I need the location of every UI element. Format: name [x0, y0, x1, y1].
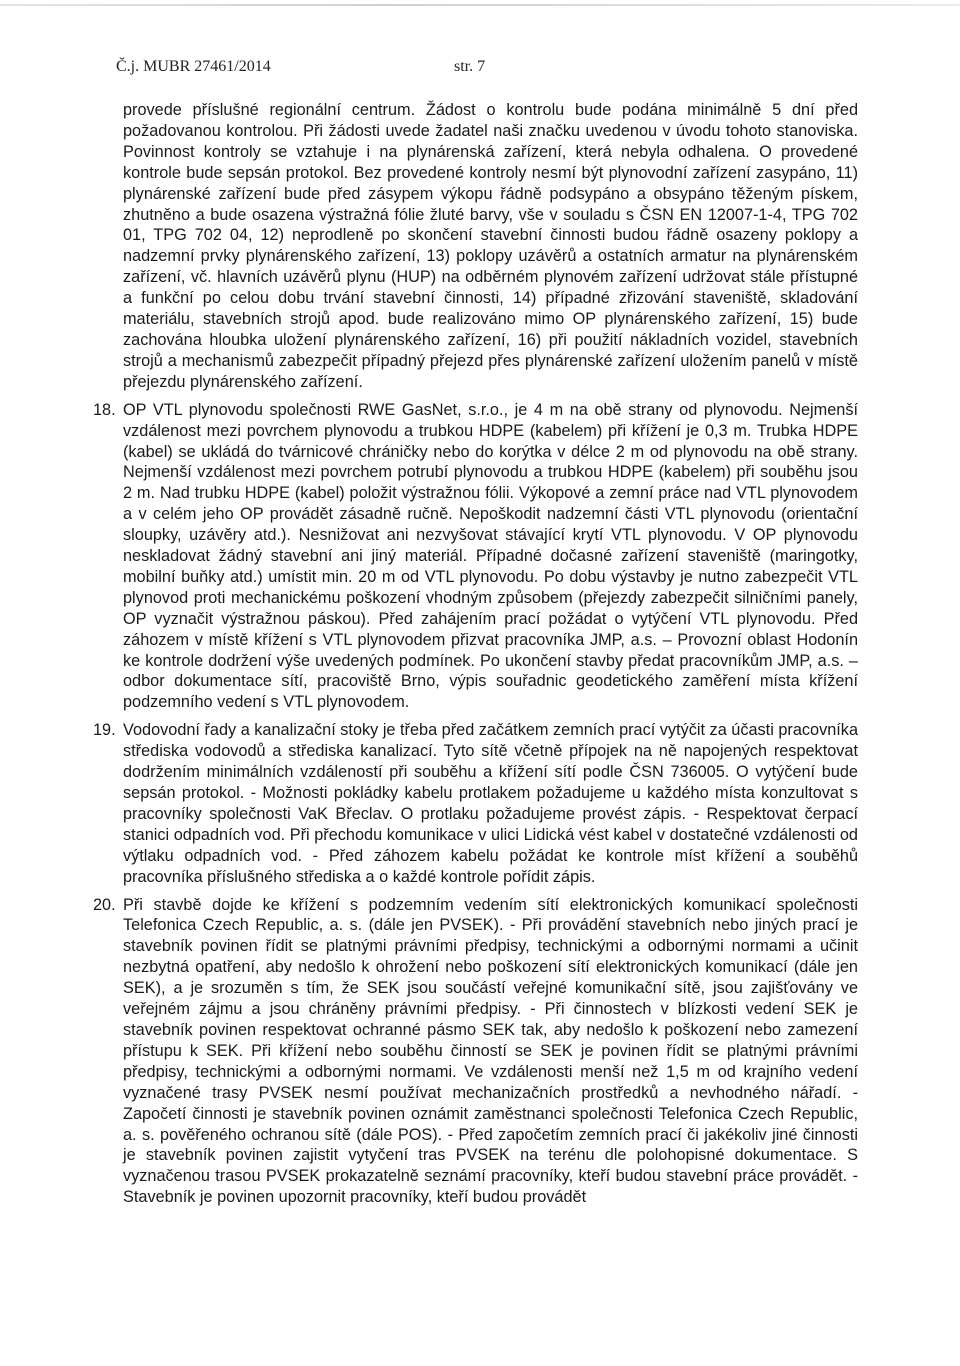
list-item-19 [93, 720, 858, 887]
item-text: OP VTL plynovodu společnosti RWE GasNet, s.r.o., je 4 m na obě strany od plynovodu. Nejmenší vzdálenost mezi povrchem plynovodu a trubkou HDPE (kabelem) při křížení je 0,3 m. Trubka HDPE (kabel) se ukládá do tvárnicové chráničky nebo do korýtka v délce 2 m od plynovodu na obě strany. Nejmenší vzdálenost mezi povrchem potrubí plynovodu a trubkou HDPE (kabelem) při souběhu jsou 2 m. Nad trubku HDPE (kabel) položit výstražnou fólii. Výkopové a zemní práce nad VTL plynovodem a v celém jeho OP provádět zásadně ručně. Nepoškodit nadzemní části VTL plynovodu (orientační sloupky, uzávěry atd.). Nesnižovat ani nezvyšovat stávající krytí VTL plynovodu. V OP plynovodu neskladovat žádný stavební ani jiný materiál. Případné dočasné zařízení staveniště (maringotky, mobilní buňky atd.) umístit min. 20 m od VTL plynovodu. Po dobu výstavby je nutno zabezpečit VTL plynovod proti mechanickému poškození vhodným způsobem (přejezdy zabezpečit silničními panely, OP vyznačit výstražnou páskou). Před zahájením prací požádat o vytýčení VTL plynovodu. Před záhozem v místě křížení s VTL plynovodem přizvat pracovníka JMP, a.s. – Provozní oblast Hodonín ke kontrole dodržení výše uvedených podmínek. Po ukončení stavby předat pracovníkům JMP, a.s. – odbor dokumentace sítí, pracoviště Brno, výpis souřadnic geodetického zaměření místa křížení podzemního vedení s VTL plynovodem. [123, 400, 858, 712]
page-header [116, 58, 516, 80]
page-number: str. 7 [454, 58, 486, 75]
scan-edge-line [0, 4, 960, 6]
item-number: 20. [93, 895, 116, 914]
document-body [93, 100, 858, 1208]
item-number: 19. [93, 721, 116, 740]
item-text: Při stavbě dojde ke křížení s podzemním vedením sítí elektronických komunikací společnosti Telefonica Czech Republic, a. s. (dále jen PVSEK). - Při provádění stavebních nebo jiných prací je stavebník povinen řídit se platnými právními předpisy, technickými a odbornými normami a učinit nezbytná opatření, aby nedošlo k ohrožení nebo poškození sítí elektronických komunikací (dále jen SEK), a je srozuměn s tím, že SEK jsou součástí veřejné komunikační sítě, jsou zajišťovány ve veřejném zájmu a jsou chráněny právními předpisy. - Při činnostech v blízkosti vedení SEK je stavebník povinen respektovat ochranné pásmo SEK tak, aby nedošlo k poškození nebo zamezení přístupu k SEK. Při křížení nebo souběhu činností se SEK je povinen řídit se platnými právními předpisy, technickými a odbornými normami. Ve vzdálenosti menší než 1,5 m od krajního vedení vyznačené trasy PVSEK nesmí používat mechanizačních prostředků a nevhodného nářadí. - Započetí činnosti je stavebník povinen oznámit zaměstnanci společnosti Telefonica Czech Republic, a. s. pověřeného ochranou sítě (dále POS). - Před započetím zemních prací či jakékoliv jiné činnosti je stavebník povinen zajistit vytyčení tras PVSEK na terénu dle polohopisné dokumentace. S vyznačenou trasou PVSEK prokazatelně seznámí pracovníky, kteří budou stavební práce provádět. - Stavebník je povinen upozornit pracovníky, kteří budou provádět [123, 895, 858, 1207]
list-item-18 [93, 400, 858, 714]
document-reference: Č.j. MUBR 27461/2014 [116, 58, 271, 75]
item-text: Vodovodní řady a kanalizační stoky je třeba před začátkem zemních prací vytýčit za účasti pracovníka střediska vodovodů a střediska kanalizací. Tyto sítě včetně přípojek na ně napojených respektovat dodržením minimálních vzdáleností při souběhu a křížení sítí podle ČSN 736005. O vytýčení bude sepsán protokol. - Možnosti pokládky kabelu protlakem požadujeme u každého místa konzultovat s pracovníky společnosti VaK Břeclav. O protlaku požadujeme provést zápis. - Respektovat čerpací stanici odpadních vod. Při přechodu komunikace v ulici Lidická vést kabel v dostatečné vzdálenosti od výtlaku odpadních vod. - Před záhozem kabelu požádat ke kontrole míst křížení a souběhů pracovníka příslušného střediska a o každé kontrole pořídit zápis. [123, 721, 858, 886]
list-item-20 [93, 895, 858, 1209]
item-number: 18. [93, 400, 116, 419]
intro-paragraph: provede příslušné regionální centrum. Žádost o kontrolu bude podána minimálně 5 dní před požadovanou kontrolou. Při žádosti uvede žadatel naši značku uvedenou v úvodu tohoto stanoviska. Povinnost kontroly se vztahuje i na plynárenská zařízení, která nebyla odhalena. O provedené kontrole bude sepsán protokol. Bez provedené kontroly nesmí být plynovodní zařízení zasypáno, 11) plynárenské zařízení bude před zásypem výkopu řádně podsypáno a obsypáno těženým pískem, zhutněno a bude osazena výstražná fólie žluté barvy, vše v souladu s ČSN EN 12007-1-4, TPG 702 01, TPG 702 04, 12) neprodleně po skončení stavební činnosti budou řádně osazeny poklopy a nadzemní prvky plynárenského zařízení, 13) poklopy uzávěrů a ostatních armatur na plynárenském zařízení, vč. hlavních uzávěrů plynu (HUP) na odběrném plynovém zařízení udržovat stále přístupné a funkční po celou dobu trvání stavební činnosti, 14) případné zřizování staveniště, skladování materiálu, stavebních strojů apod. bude realizováno mimo OP plynárenského zařízení, 15) bude zachována hloubka uložení plynárenského zařízení, 16) při použití nákladních vozidel, stavebních strojů a mechanismů zabezpečit případný přejezd přes plynárenské zařízení uložením panelů v místě přejezdu plynárenského zařízení. [123, 101, 858, 391]
